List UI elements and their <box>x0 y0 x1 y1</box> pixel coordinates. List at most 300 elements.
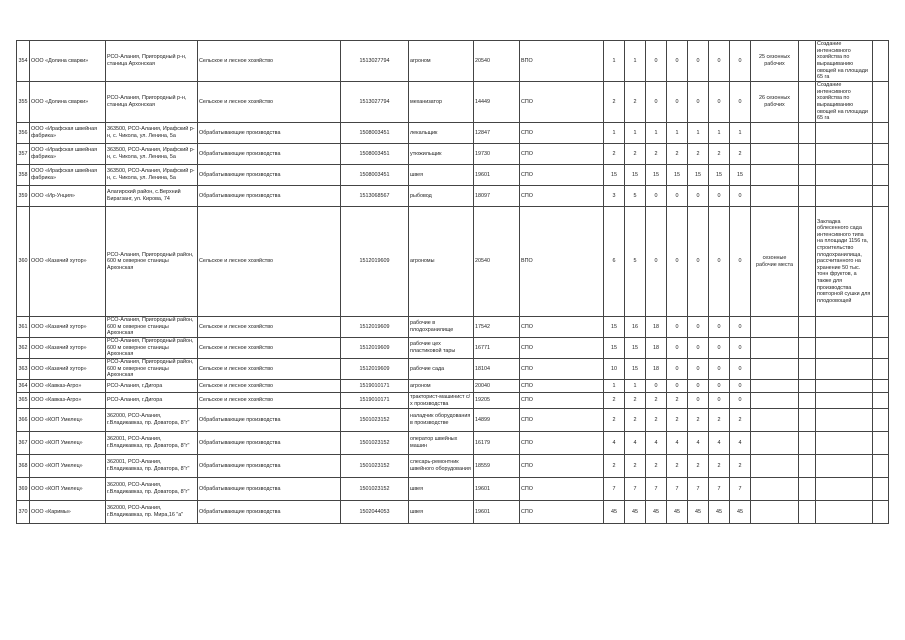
year-count-cell: 0 <box>709 359 730 380</box>
table-row <box>17 41 889 82</box>
extra-cell <box>751 501 799 524</box>
position-cell: рабочие сада <box>409 359 474 380</box>
row-number-cell: 363 <box>17 359 30 380</box>
vacancy-table <box>16 40 889 524</box>
year-count-cell: 2 <box>688 409 709 432</box>
empty-cell <box>873 317 889 338</box>
empty-cell <box>799 123 816 144</box>
education-cell: СПО <box>520 501 604 524</box>
year-count-cell: 45 <box>709 501 730 524</box>
address-cell: 362000, РСО-Алания, г.Владикавказ, пр. Доватора, 8"г" <box>106 409 198 432</box>
year-count-cell: 1 <box>667 123 688 144</box>
empty-cell <box>873 165 889 186</box>
organization-cell: ООО «Ирафская швейная фабрика» <box>30 165 106 186</box>
address-cell: 363500, РСО-Алания, Ирафский р-н, с. Чикола, ул. Ленина, 5а <box>106 123 198 144</box>
organization-cell: ООО «КОП Умелец» <box>30 455 106 478</box>
empty-cell <box>799 144 816 165</box>
inn-cell: 1512019609 <box>341 359 409 380</box>
extra-cell <box>751 165 799 186</box>
organization-cell: ООО «Казачий хутор» <box>30 317 106 338</box>
note-cell <box>816 380 873 393</box>
year-count-cell: 2 <box>604 455 625 478</box>
extra-cell: сезонные рабочие места <box>751 207 799 317</box>
note-cell: Создание интенсивного хозяйства по выращиванию овощей на площади 65 га <box>816 41 873 82</box>
education-cell: ВПО <box>520 207 604 317</box>
table-row <box>17 501 889 524</box>
position-cell: агрономы <box>409 207 474 317</box>
year-count-cell: 2 <box>646 393 667 409</box>
year-count-cell: 15 <box>709 165 730 186</box>
year-count-cell: 4 <box>730 432 751 455</box>
sector-cell: Обрабатывающие производства <box>198 432 341 455</box>
empty-cell <box>873 207 889 317</box>
year-count-cell: 1 <box>625 380 646 393</box>
empty-cell <box>873 501 889 524</box>
year-count-cell: 0 <box>688 82 709 123</box>
year-count-cell: 0 <box>709 380 730 393</box>
okpdtr-code-cell: 19730 <box>474 144 520 165</box>
year-count-cell: 3 <box>604 186 625 207</box>
address-cell: 362000, РСО-Алания, г.Владикавказ, пр. Доватора, 8"г" <box>106 478 198 501</box>
inn-cell: 1512019609 <box>341 207 409 317</box>
year-count-cell: 0 <box>646 82 667 123</box>
year-count-cell: 0 <box>667 186 688 207</box>
table-row <box>17 165 889 186</box>
position-cell: механизатор <box>409 82 474 123</box>
year-count-cell: 2 <box>709 409 730 432</box>
year-count-cell: 1 <box>688 123 709 144</box>
empty-cell <box>873 455 889 478</box>
education-cell: СПО <box>520 359 604 380</box>
address-cell: РСО-Алания, г.Дигора <box>106 380 198 393</box>
address-cell: 363500, РСО-Алания, Ирафский р-н, с. Чикола, ул. Ленина, 5а <box>106 144 198 165</box>
note-cell <box>816 165 873 186</box>
sector-cell: Сельское и лесное хозяйство <box>198 338 341 359</box>
year-count-cell: 15 <box>688 165 709 186</box>
year-count-cell: 0 <box>646 207 667 317</box>
year-count-cell: 15 <box>625 338 646 359</box>
note-cell: Создание интенсивного хозяйства по выращиванию овощей на площади 65 га <box>816 82 873 123</box>
sector-cell: Сельское и лесное хозяйство <box>198 317 341 338</box>
note-cell <box>816 359 873 380</box>
empty-cell <box>873 186 889 207</box>
table-row <box>17 409 889 432</box>
row-number-cell: 364 <box>17 380 30 393</box>
year-count-cell: 45 <box>646 501 667 524</box>
address-cell: Алагирский район, с.Верхний Бирагзанг, ул. Кирова, 74 <box>106 186 198 207</box>
position-cell: рабочие в плодохранилище <box>409 317 474 338</box>
table-row <box>17 207 889 317</box>
year-count-cell: 6 <box>604 207 625 317</box>
row-number-cell: 370 <box>17 501 30 524</box>
education-cell: СПО <box>520 317 604 338</box>
table-row <box>17 455 889 478</box>
sector-cell: Обрабатывающие производства <box>198 123 341 144</box>
sector-cell: Сельское и лесное хозяйство <box>198 359 341 380</box>
inn-cell: 1502044053 <box>341 501 409 524</box>
note-cell <box>816 478 873 501</box>
year-count-cell: 2 <box>625 144 646 165</box>
position-cell: наладчик оборудования в производстве <box>409 409 474 432</box>
address-cell: РСО-Алания, Пригородный район, 600 м северное станицы Архонская <box>106 359 198 380</box>
okpdtr-code-cell: 17542 <box>474 317 520 338</box>
address-cell: РСО-Алания, Пригородный район, 600 м северное станицы Архонская <box>106 317 198 338</box>
year-count-cell: 15 <box>625 359 646 380</box>
sector-cell: Обрабатывающие производства <box>198 186 341 207</box>
table-row <box>17 432 889 455</box>
okpdtr-code-cell: 16179 <box>474 432 520 455</box>
address-cell: 362001, РСО-Алания, г.Владикавказ, пр. Доватора, 8"г" <box>106 455 198 478</box>
year-count-cell: 0 <box>667 82 688 123</box>
year-count-cell: 5 <box>625 207 646 317</box>
year-count-cell: 1 <box>604 123 625 144</box>
year-count-cell: 1 <box>625 123 646 144</box>
okpdtr-code-cell: 14899 <box>474 409 520 432</box>
organization-cell: ООО «Кавказ-Агро» <box>30 393 106 409</box>
okpdtr-code-cell: 19601 <box>474 501 520 524</box>
sector-cell: Обрабатывающие производства <box>198 455 341 478</box>
position-cell: агроном <box>409 41 474 82</box>
year-count-cell: 18 <box>646 317 667 338</box>
extra-cell <box>751 478 799 501</box>
year-count-cell: 2 <box>688 144 709 165</box>
year-count-cell: 7 <box>688 478 709 501</box>
inn-cell: 1501023152 <box>341 455 409 478</box>
year-count-cell: 1 <box>646 123 667 144</box>
year-count-cell: 2 <box>667 393 688 409</box>
note-cell <box>816 338 873 359</box>
year-count-cell: 4 <box>688 432 709 455</box>
empty-cell <box>799 82 816 123</box>
year-count-cell: 2 <box>688 455 709 478</box>
year-count-cell: 2 <box>667 409 688 432</box>
year-count-cell: 1 <box>604 380 625 393</box>
year-count-cell: 15 <box>646 165 667 186</box>
inn-cell: 1512019609 <box>341 317 409 338</box>
organization-cell: ООО «Каримы» <box>30 501 106 524</box>
empty-cell <box>799 359 816 380</box>
extra-cell <box>751 380 799 393</box>
row-number-cell: 368 <box>17 455 30 478</box>
table-row <box>17 338 889 359</box>
year-count-cell: 1 <box>730 123 751 144</box>
year-count-cell: 4 <box>625 432 646 455</box>
sector-cell: Сельское и лесное хозяйство <box>198 207 341 317</box>
year-count-cell: 4 <box>709 432 730 455</box>
okpdtr-code-cell: 18559 <box>474 455 520 478</box>
year-count-cell: 0 <box>646 186 667 207</box>
education-cell: СПО <box>520 144 604 165</box>
year-count-cell: 0 <box>646 41 667 82</box>
inn-cell: 1513027794 <box>341 41 409 82</box>
row-number-cell: 365 <box>17 393 30 409</box>
table-row <box>17 186 889 207</box>
year-count-cell: 10 <box>604 359 625 380</box>
year-count-cell: 0 <box>709 41 730 82</box>
empty-cell <box>873 123 889 144</box>
year-count-cell: 15 <box>730 165 751 186</box>
year-count-cell: 0 <box>730 393 751 409</box>
address-cell: РСО-Алания, Пригородный р-н, станица Архонская <box>106 82 198 123</box>
inn-cell: 1519010171 <box>341 393 409 409</box>
year-count-cell: 4 <box>646 432 667 455</box>
year-count-cell: 2 <box>625 393 646 409</box>
table-row <box>17 144 889 165</box>
year-count-cell: 2 <box>625 455 646 478</box>
year-count-cell: 4 <box>604 432 625 455</box>
inn-cell: 1512019609 <box>341 338 409 359</box>
organization-cell: ООО «Казачий хутор» <box>30 338 106 359</box>
year-count-cell: 0 <box>688 207 709 317</box>
empty-cell <box>799 380 816 393</box>
inn-cell: 1513027794 <box>341 82 409 123</box>
row-number-cell: 357 <box>17 144 30 165</box>
year-count-cell: 15 <box>667 165 688 186</box>
sector-cell: Обрабатывающие производства <box>198 165 341 186</box>
empty-cell <box>799 501 816 524</box>
okpdtr-code-cell: 20540 <box>474 41 520 82</box>
year-count-cell: 0 <box>709 82 730 123</box>
organization-cell: ООО «Казачий хутор» <box>30 359 106 380</box>
position-cell: утюжильщик <box>409 144 474 165</box>
row-number-cell: 355 <box>17 82 30 123</box>
year-count-cell: 2 <box>730 455 751 478</box>
extra-cell <box>751 186 799 207</box>
address-cell: 363500, РСО-Алания, Ирафский р-н, с. Чикола, ул. Ленина, 5а <box>106 165 198 186</box>
year-count-cell: 2 <box>709 455 730 478</box>
row-number-cell: 354 <box>17 41 30 82</box>
year-count-cell: 0 <box>709 338 730 359</box>
year-count-cell: 0 <box>667 41 688 82</box>
year-count-cell: 0 <box>688 41 709 82</box>
position-cell: швея <box>409 478 474 501</box>
organization-cell: ООО «Долина сварки» <box>30 41 106 82</box>
education-cell: СПО <box>520 455 604 478</box>
address-cell: РСО-Алания, г.Дигора <box>106 393 198 409</box>
year-count-cell: 7 <box>730 478 751 501</box>
okpdtr-code-cell: 19601 <box>474 478 520 501</box>
empty-cell <box>873 82 889 123</box>
year-count-cell: 7 <box>709 478 730 501</box>
table-row <box>17 478 889 501</box>
address-cell: РСО-Алания, Пригородный р-н, станица Архонская <box>106 41 198 82</box>
year-count-cell: 15 <box>604 338 625 359</box>
table-row <box>17 317 889 338</box>
empty-cell <box>799 338 816 359</box>
position-cell: слесарь-ремонтник швейного оборудования <box>409 455 474 478</box>
okpdtr-code-cell: 20040 <box>474 380 520 393</box>
year-count-cell: 0 <box>730 207 751 317</box>
year-count-cell: 2 <box>604 409 625 432</box>
organization-cell: ООО «Ирафская швейная фабрика» <box>30 123 106 144</box>
organization-cell: ООО «Кавказ-Агро» <box>30 380 106 393</box>
organization-cell: ООО «Ир-Унция» <box>30 186 106 207</box>
address-cell: РСО-Алания, Пригородный район, 600 м северное станицы Архонская <box>106 338 198 359</box>
note-cell <box>816 409 873 432</box>
extra-cell <box>751 123 799 144</box>
year-count-cell: 7 <box>667 478 688 501</box>
inn-cell: 1519010171 <box>341 380 409 393</box>
education-cell: СПО <box>520 338 604 359</box>
empty-cell <box>873 393 889 409</box>
year-count-cell: 18 <box>646 338 667 359</box>
year-count-cell: 0 <box>688 186 709 207</box>
table-row <box>17 123 889 144</box>
year-count-cell: 0 <box>709 186 730 207</box>
empty-cell <box>873 478 889 501</box>
row-number-cell: 356 <box>17 123 30 144</box>
year-count-cell: 1 <box>709 123 730 144</box>
okpdtr-code-cell: 18104 <box>474 359 520 380</box>
table-row <box>17 82 889 123</box>
address-cell: 362000, РСО-Алания, г.Владикавказ, пр. Мира,16 "а" <box>106 501 198 524</box>
note-cell <box>816 501 873 524</box>
education-cell: СПО <box>520 165 604 186</box>
year-count-cell: 2 <box>646 144 667 165</box>
position-cell: агроном <box>409 380 474 393</box>
note-cell: Закладка облесенного сада интенсивного типа на площади 1156 га, строительство плодохранилища, рассчитанного на хранение 50 тыс. тонн фруктов, а также для производства повторной сушки для плодоовощей <box>816 207 873 317</box>
address-cell: 362001, РСО-Алания, г.Владикавказ, пр. Доватора, 8"г" <box>106 432 198 455</box>
organization-cell: ООО «Ирафская швейная фабрика» <box>30 144 106 165</box>
note-cell <box>816 432 873 455</box>
empty-cell <box>873 359 889 380</box>
empty-cell <box>799 41 816 82</box>
year-count-cell: 18 <box>646 359 667 380</box>
year-count-cell: 0 <box>730 338 751 359</box>
year-count-cell: 0 <box>730 359 751 380</box>
year-count-cell: 0 <box>730 82 751 123</box>
year-count-cell: 0 <box>667 338 688 359</box>
year-count-cell: 16 <box>625 317 646 338</box>
organization-cell: ООО «Казачий хутор» <box>30 207 106 317</box>
year-count-cell: 2 <box>604 144 625 165</box>
year-count-cell: 0 <box>730 41 751 82</box>
okpdtr-code-cell: 16771 <box>474 338 520 359</box>
year-count-cell: 2 <box>730 409 751 432</box>
extra-cell <box>751 338 799 359</box>
sector-cell: Сельское и лесное хозяйство <box>198 82 341 123</box>
extra-cell <box>751 359 799 380</box>
year-count-cell: 15 <box>604 317 625 338</box>
position-cell: лекальщик <box>409 123 474 144</box>
year-count-cell: 0 <box>688 317 709 338</box>
education-cell: СПО <box>520 393 604 409</box>
year-count-cell: 0 <box>646 380 667 393</box>
note-cell <box>816 186 873 207</box>
inn-cell: 1501023152 <box>341 432 409 455</box>
row-number-cell: 361 <box>17 317 30 338</box>
sector-cell: Сельское и лесное хозяйство <box>198 41 341 82</box>
row-number-cell: 366 <box>17 409 30 432</box>
education-cell: СПО <box>520 186 604 207</box>
year-count-cell: 2 <box>604 82 625 123</box>
table-row <box>17 380 889 393</box>
empty-cell <box>799 409 816 432</box>
extra-cell: 25 сезонных рабочих <box>751 41 799 82</box>
okpdtr-code-cell: 19601 <box>474 165 520 186</box>
inn-cell: 1501023152 <box>341 409 409 432</box>
year-count-cell: 15 <box>625 165 646 186</box>
inn-cell: 1501023152 <box>341 478 409 501</box>
sector-cell: Обрабатывающие производства <box>198 144 341 165</box>
position-cell: рыбовод <box>409 186 474 207</box>
year-count-cell: 2 <box>625 409 646 432</box>
year-count-cell: 0 <box>667 359 688 380</box>
empty-cell <box>873 432 889 455</box>
year-count-cell: 0 <box>709 317 730 338</box>
year-count-cell: 4 <box>667 432 688 455</box>
year-count-cell: 0 <box>667 380 688 393</box>
year-count-cell: 0 <box>688 338 709 359</box>
empty-cell <box>799 432 816 455</box>
note-cell <box>816 144 873 165</box>
education-cell: СПО <box>520 478 604 501</box>
okpdtr-code-cell: 20540 <box>474 207 520 317</box>
table-row <box>17 393 889 409</box>
extra-cell <box>751 455 799 478</box>
organization-cell: ООО «Долина сварки» <box>30 82 106 123</box>
empty-cell <box>799 165 816 186</box>
address-cell: РСО-Алания, Пригородный район, 600 м северное станицы Архонская <box>106 207 198 317</box>
note-cell <box>816 123 873 144</box>
empty-cell <box>799 207 816 317</box>
education-cell: СПО <box>520 82 604 123</box>
extra-cell <box>751 409 799 432</box>
education-cell: СПО <box>520 380 604 393</box>
year-count-cell: 2 <box>709 144 730 165</box>
year-count-cell: 2 <box>667 455 688 478</box>
position-cell: швея <box>409 501 474 524</box>
year-count-cell: 0 <box>667 207 688 317</box>
sector-cell: Обрабатывающие производства <box>198 409 341 432</box>
year-count-cell: 7 <box>604 478 625 501</box>
sector-cell: Сельское и лесное хозяйство <box>198 380 341 393</box>
education-cell: СПО <box>520 123 604 144</box>
position-cell: рабочие цех пластиковой тары <box>409 338 474 359</box>
empty-cell <box>799 317 816 338</box>
year-count-cell: 0 <box>730 317 751 338</box>
year-count-cell: 45 <box>688 501 709 524</box>
empty-cell <box>873 338 889 359</box>
position-cell: тракторист-машинист с/х производства <box>409 393 474 409</box>
education-cell: ВПО <box>520 41 604 82</box>
sector-cell: Обрабатывающие производства <box>198 478 341 501</box>
year-count-cell: 2 <box>730 144 751 165</box>
empty-cell <box>873 380 889 393</box>
year-count-cell: 0 <box>730 380 751 393</box>
year-count-cell: 15 <box>604 165 625 186</box>
extra-cell <box>751 317 799 338</box>
year-count-cell: 45 <box>730 501 751 524</box>
extra-cell <box>751 144 799 165</box>
okpdtr-code-cell: 19205 <box>474 393 520 409</box>
inn-cell: 1508003451 <box>341 165 409 186</box>
year-count-cell: 45 <box>604 501 625 524</box>
note-cell <box>816 393 873 409</box>
extra-cell <box>751 432 799 455</box>
year-count-cell: 45 <box>625 501 646 524</box>
row-number-cell: 359 <box>17 186 30 207</box>
note-cell <box>816 455 873 478</box>
note-cell <box>816 317 873 338</box>
position-cell: швея <box>409 165 474 186</box>
year-count-cell: 0 <box>709 393 730 409</box>
sector-cell: Обрабатывающие производства <box>198 501 341 524</box>
inn-cell: 1513068567 <box>341 186 409 207</box>
year-count-cell: 2 <box>667 144 688 165</box>
okpdtr-code-cell: 12847 <box>474 123 520 144</box>
empty-cell <box>799 455 816 478</box>
